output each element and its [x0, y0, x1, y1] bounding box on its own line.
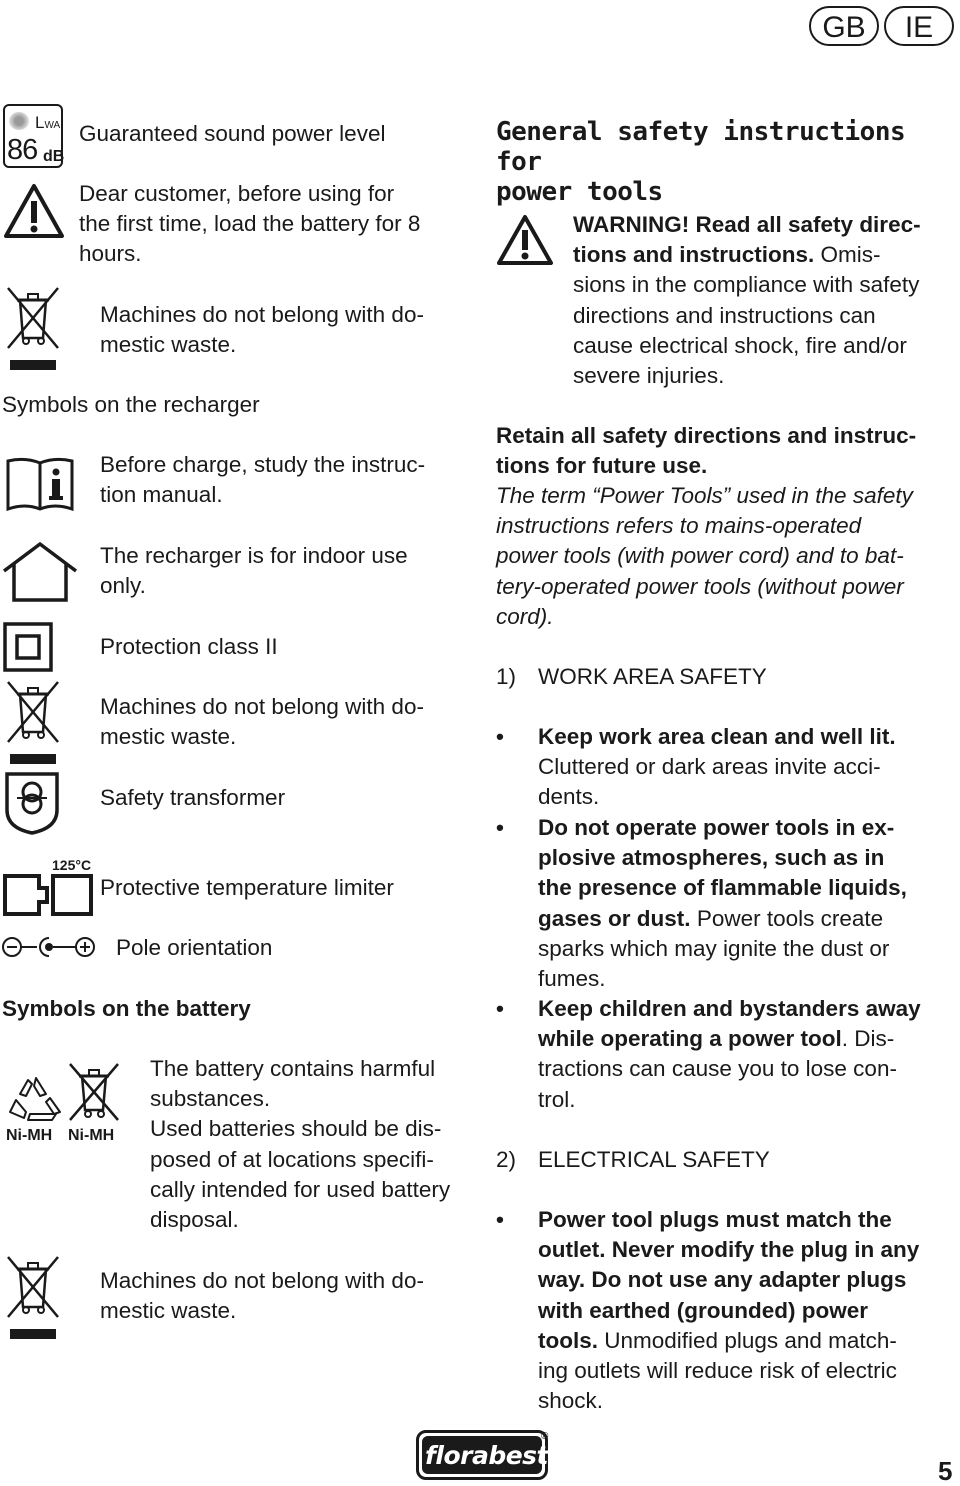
- sound-power-icon: LWA 86 dB: [3, 104, 63, 168]
- section-title: General safety instructions for power tools: [496, 117, 906, 207]
- section-number-1: 1): [496, 664, 517, 689]
- language-badge-ie: IE: [884, 6, 954, 46]
- section-heading-electrical: ELECTRICAL SAFETY: [538, 1147, 770, 1172]
- warning-icon: [496, 214, 554, 266]
- pole-orientation-label: Pole orientation: [116, 935, 273, 960]
- indoor-note: The recharger is for indoor use only.: [100, 543, 408, 599]
- protection-class-ii-icon: [3, 622, 53, 672]
- waste-note-1: Machines do not belong with do- mestic waste.: [100, 302, 424, 358]
- recycling-icon: [6, 1074, 64, 1124]
- list-item: Do not operate power tools in ex- plosive atmospheres, such as in the presence of flammable liquids, gases or dust. Power tools create sparks which may ignite the dust or fumes.: [538, 815, 907, 992]
- section-number-2: 2): [496, 1147, 517, 1172]
- list-item: Keep work area clean and well lit. Cluttered or dark areas invite acci- dents.: [538, 724, 896, 810]
- crossed-bin-icon: [4, 286, 62, 372]
- section-heading-work-area: WORK AREA SAFETY: [538, 664, 767, 689]
- manual-icon: [5, 455, 75, 511]
- indoor-house-icon: [2, 541, 78, 603]
- pole-orientation-icon: [1, 935, 97, 959]
- warning-icon: [3, 183, 65, 239]
- bullet: •: [496, 815, 504, 840]
- safety-transformer-icon: [3, 770, 61, 836]
- protection-class-label: Protection class II: [100, 634, 278, 659]
- bullet: •: [496, 996, 504, 1021]
- power-tools-definition: The term “Power Tools” used in the safety instructions refers to mains-operated power tools (with power cord) and to bat- tery-operated power tools (without power cord).: [496, 483, 913, 629]
- battery-charge-note: Dear customer, before using for the first time, load the battery for 8 hours.: [79, 181, 421, 267]
- manual-note: Before charge, study the instruc- tion manual.: [100, 452, 426, 508]
- warning-text: WARNING! Read all safety direc- tions and instructions. Omis- sions in the compliance with safety directions and instructions can cause electrical shock, fire and/or severe injuries.: [573, 212, 921, 389]
- waste-note-3: Machines do not belong with do- mestic waste.: [100, 1268, 424, 1324]
- nimh-label-1: Ni-MH: [6, 1127, 53, 1144]
- nimh-label-2: Ni-MH: [68, 1127, 115, 1144]
- list-item: Power tool plugs must match the outlet. Never modify the plug in any way. Do not use any adapter plugs with earthed (grounded) power tools. Unmodified plugs and match- ing outlets will reduce risk of electric shock.: [538, 1207, 920, 1414]
- waste-note-2: Machines do not belong with do- mestic waste.: [100, 694, 424, 750]
- bullet: •: [496, 1207, 504, 1232]
- battery-symbols-heading: Symbols on the battery: [2, 996, 251, 1021]
- list-item: Keep children and bystanders away while operating a power tool. Dis- tractions can cause you to lose con- trol.: [538, 996, 921, 1112]
- language-badge-gb: GB: [809, 6, 879, 46]
- retain-instructions: Retain all safety directions and instruc- tions for future use.: [496, 423, 917, 479]
- crossed-bin-icon: [4, 1255, 62, 1341]
- temperature-limiter-label: Protective temperature limiter: [100, 875, 394, 900]
- crossed-bin-icon: [4, 680, 62, 766]
- sound-power-label: Guaranteed sound power level: [79, 121, 386, 146]
- recharger-symbols-heading: Symbols on the recharger: [2, 392, 260, 417]
- temperature-limiter-icon: [3, 870, 95, 920]
- brand-logo: florabest ®: [416, 1430, 548, 1480]
- safety-transformer-label: Safety transformer: [100, 785, 286, 810]
- temperature-label: 125°C: [52, 857, 92, 873]
- page-number: 5: [938, 1456, 953, 1486]
- crossed-bin-icon: [66, 1062, 122, 1124]
- bullet: •: [496, 724, 504, 749]
- harmful-substances-note: The battery contains harmful substances. Used batteries should be dis- posed of at locations specifi- cally intended for used battery disposal.: [150, 1056, 451, 1233]
